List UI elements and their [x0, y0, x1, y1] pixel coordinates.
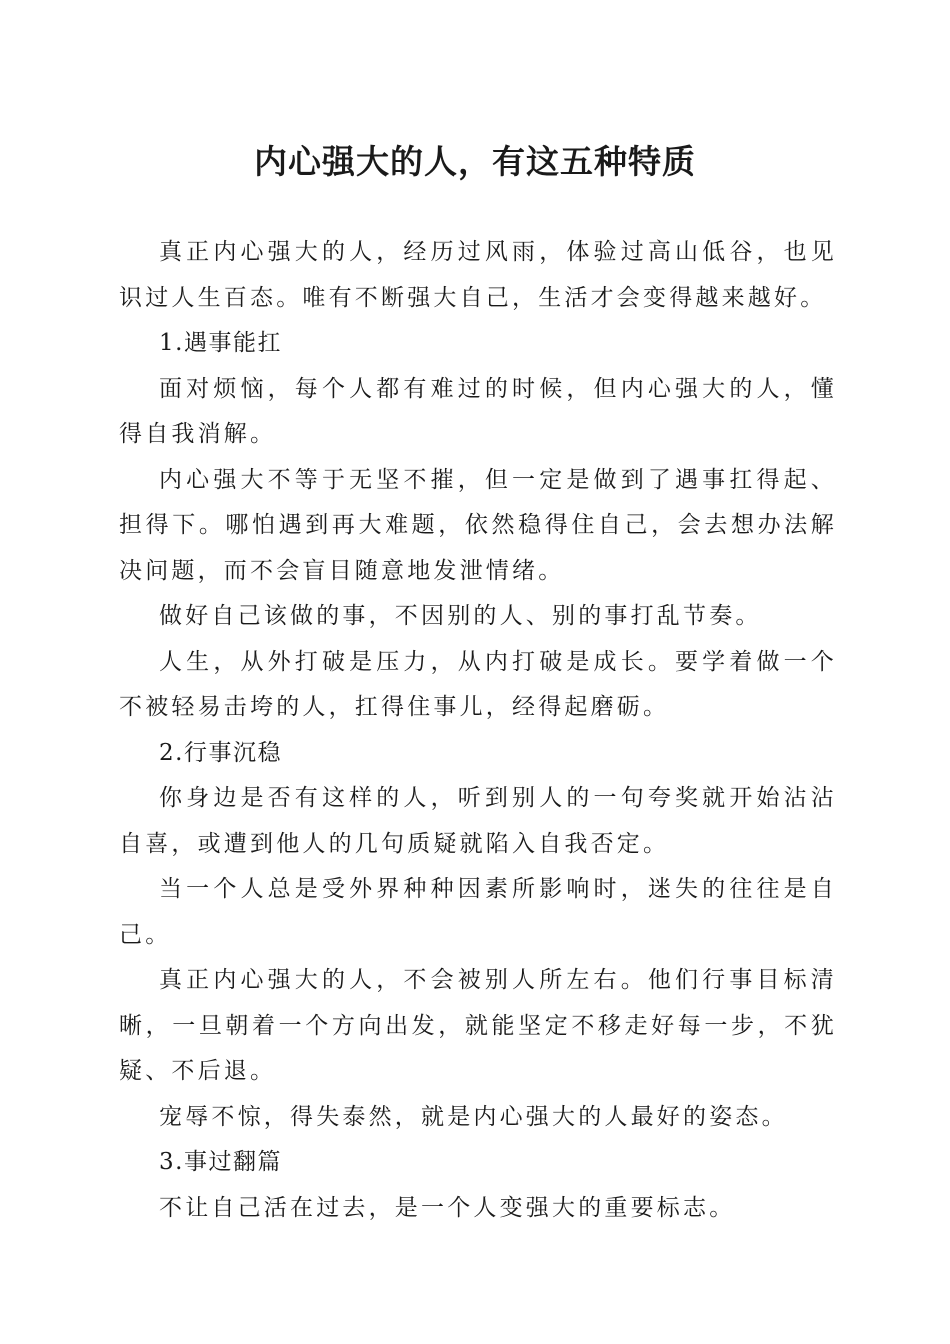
paragraph: 面对烦恼，每个人都有难过的时候，但内心强大的人，懂得自我消解。 — [119, 375, 837, 447]
paragraph: 当一个人总是受外界种种因素所影响时，迷失的往往是自己。 — [119, 876, 837, 948]
section-heading-2: 2.行事沉稳 — [159, 739, 282, 766]
document-title: 内心强大的人，有这五种特质 — [254, 142, 696, 181]
paragraph-intro: 真正内心强大的人，经历过风雨，体验过高山低谷，也见识过人生百态。唯有不断强大自己，生活才会变得越来越好。 — [119, 239, 837, 311]
paragraph: 真正内心强大的人，不会被别人所左右。他们行事目标清晰，一旦朝着一个方向出发，就能坚定不移走好每一步，不犹疑、不后退。 — [119, 967, 837, 1084]
paragraph: 内心强大不等于无坚不摧，但一定是做到了遇事扛得起、担得下。哪怕遇到再大难题，依然稳得住自己，会去想办法解决问题，而不会盲目随意地发泄情绪。 — [119, 466, 837, 584]
section-heading-1: 1.遇事能扛 — [159, 330, 282, 356]
paragraph: 你身边是否有这样的人，听到别人的一句夸奖就开始沾沾自喜，或遭到他人的几句质疑就陷入自我否定。 — [119, 785, 837, 857]
document-body — [119, 230, 837, 1231]
paragraph: 宠辱不惊，得失泰然，就是内心强大的人最好的姿态。 — [159, 1103, 788, 1130]
section-heading-3: 3.事过翻篇 — [159, 1149, 282, 1175]
paragraph: 不让自己活在过去，是一个人变强大的重要标志。 — [159, 1194, 736, 1221]
paragraph: 人生，从外打破是压力，从内打破是成长。要学着做一个不被轻易击垮的人，扛得住事儿，经得起磨砺。 — [119, 648, 837, 720]
paragraph: 做好自己该做的事，不因别的人、别的事打乱节奏。 — [159, 603, 762, 629]
